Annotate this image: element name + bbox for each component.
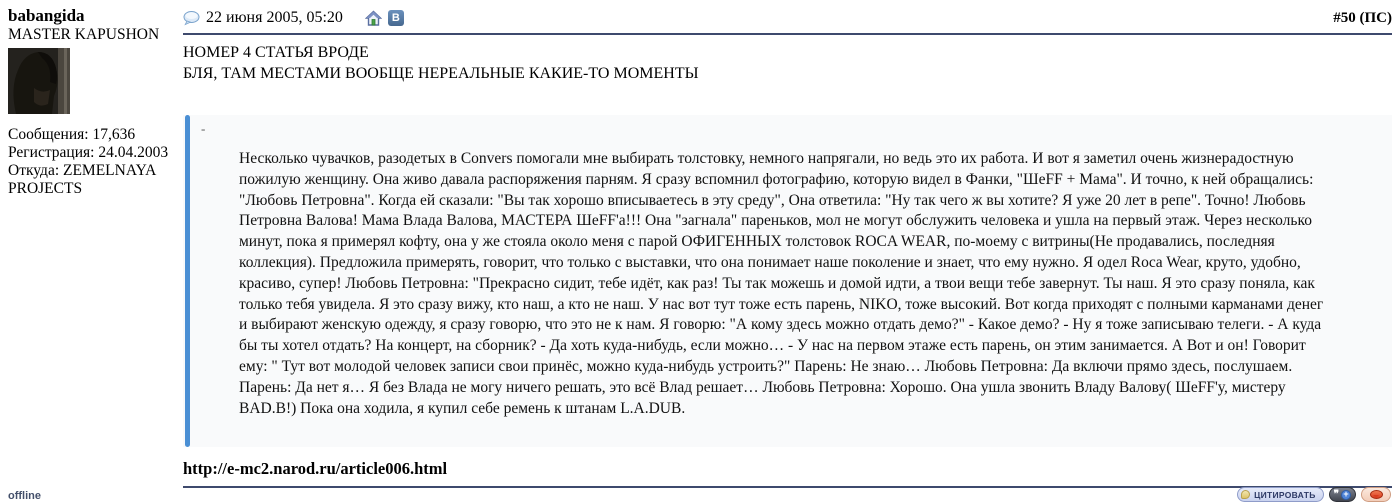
post-number-permalink[interactable]: #50 (ПС) (1333, 9, 1392, 26)
post-title-line2: БЛЯ, ТАМ МЕСТАМИ ВООБЩЕ НЕРЕАЛЬНЫЕ КАКИЕ-ТО МОМЕНТЫ (183, 65, 699, 82)
user-rank-title: MASTER KAPUSHON (8, 26, 160, 43)
reply-bubble-button[interactable] (1361, 487, 1391, 502)
speech-bubble-icon (1370, 490, 1383, 499)
quote-button-label: ЦИТИРОВАТЬ (1254, 489, 1316, 500)
post-container (183, 0, 1392, 479)
quote-text: Несколько чувачков, разодетых в Convers помогали мне выбирать толстовку, немного напрягали, но ведь это их работа. И вот я заметил очень жизнерадостную пожилую женщину. Она живо давала распоряжения парням. Я сразу вспомнил фотографию, которую видел в Фанки, "ШеFF + Мама". И точно, к ней обращались: "Любовь Петровна". Когда ей сказали: "Вы так хорошо вписываетесь в эту среду", Она ответила: "Ну так чего ж вы хотите? Я уже 20 лет в репе". Точно! Любовь Петровна Валова! Мама Влада Валова, МАСТЕРА ШеFF'а!!! Она "загнала" пареньков, мол не могут обслужить человека и ушла на первый этаж. Через несколько минут, пока я примерял кофту, она у же стояла около меня с парой ОФИГЕННЫХ толстовок ROCA WEAR, по-моему с витрины(Не продавались, последняя коллекция). Предложила примерять, говорит, что только с выставки, что она понимает наше поколение и знает, что ему нужно. Я одел Roca Wear, круто, удобно, красиво, супер! Любовь Петровна: "Прекрасно сидит, тебе идёт, как раз! Ты так можешь и домой идти, а твои вещи тебе завернут. Ты наш. Я это сразу поняла, как только тебя увидела. Я это сразу вижу, кто наш, а кто не наш. У нас вот тут тоже есть парень, NIKO, тоже высокий. Вот когда приходят с полными карманами денег и выбирают женскую одежду, я сразу говорю, что это не к нам. Я говорю: "А кому здесь можно отдать демо?" - Какое демо? - Ну я тоже записываю телеги. - А куда бы ты хотел отдать? На концерт, на сборник? - Да хоть куда-нибудь, если можно… - У нас на первом этаже есть парень, он этим занимается. А Вот и он! Говорит ему: " Тут вот молодой человек записи свои принёс, можно куда-нибудь устроить?" Парень: Не знаю… Любовь Петровна: Да включи прямо здесь, послушаем. Парень: Да нет я… Я без Влада не могу ничего решать, это всё Влад решает… Любовь Петровна: Хорошо. Она ушла звонить Владу Валову( ШеFF'у, мистеру BAD.B!) Пока она ходила, я купил себе ремень к штанам L.A.DUB. (239, 150, 1324, 417)
home-icon[interactable] (365, 10, 382, 27)
post-header-icons (365, 10, 404, 27)
username[interactable]: babangida (8, 6, 85, 25)
plus-icon: + (1341, 490, 1351, 500)
status-badge: offline (8, 490, 41, 502)
user-info-panel (8, 6, 180, 198)
post-action-buttons (1237, 487, 1391, 502)
post-title (183, 42, 1392, 84)
quotation-marks-icon: ❞ (1333, 488, 1339, 500)
stat-registration: Регистрация: 24.04.2003 (8, 144, 169, 161)
quote-button-icon (1241, 490, 1250, 499)
stat-messages: Сообщения: 17,636 (8, 126, 136, 143)
post-link[interactable]: http://e-mc2.narod.ru/article006.html (183, 459, 448, 479)
post-header (183, 5, 1392, 31)
header-divider (183, 33, 1392, 35)
stat-location: Откуда: ZEMELNAYA PROJECTS (8, 162, 156, 197)
quote-left-bar (185, 115, 190, 447)
post-footer-divider (183, 486, 1392, 488)
comment-bubble-icon (183, 10, 200, 27)
user-avatar (8, 48, 70, 114)
quote-collapse-marker[interactable]: - (201, 121, 206, 136)
quote-block (183, 115, 1392, 447)
quote-button[interactable] (1237, 487, 1324, 502)
multiquote-button[interactable] (1329, 487, 1356, 502)
post-title-line1: НОМЕР 4 СТАТЬЯ ВРОДЕ (183, 44, 369, 61)
user-stats (8, 126, 180, 198)
vk-icon[interactable]: В (388, 10, 404, 26)
post-date: 22 июня 2005, 05:20 (206, 9, 343, 26)
